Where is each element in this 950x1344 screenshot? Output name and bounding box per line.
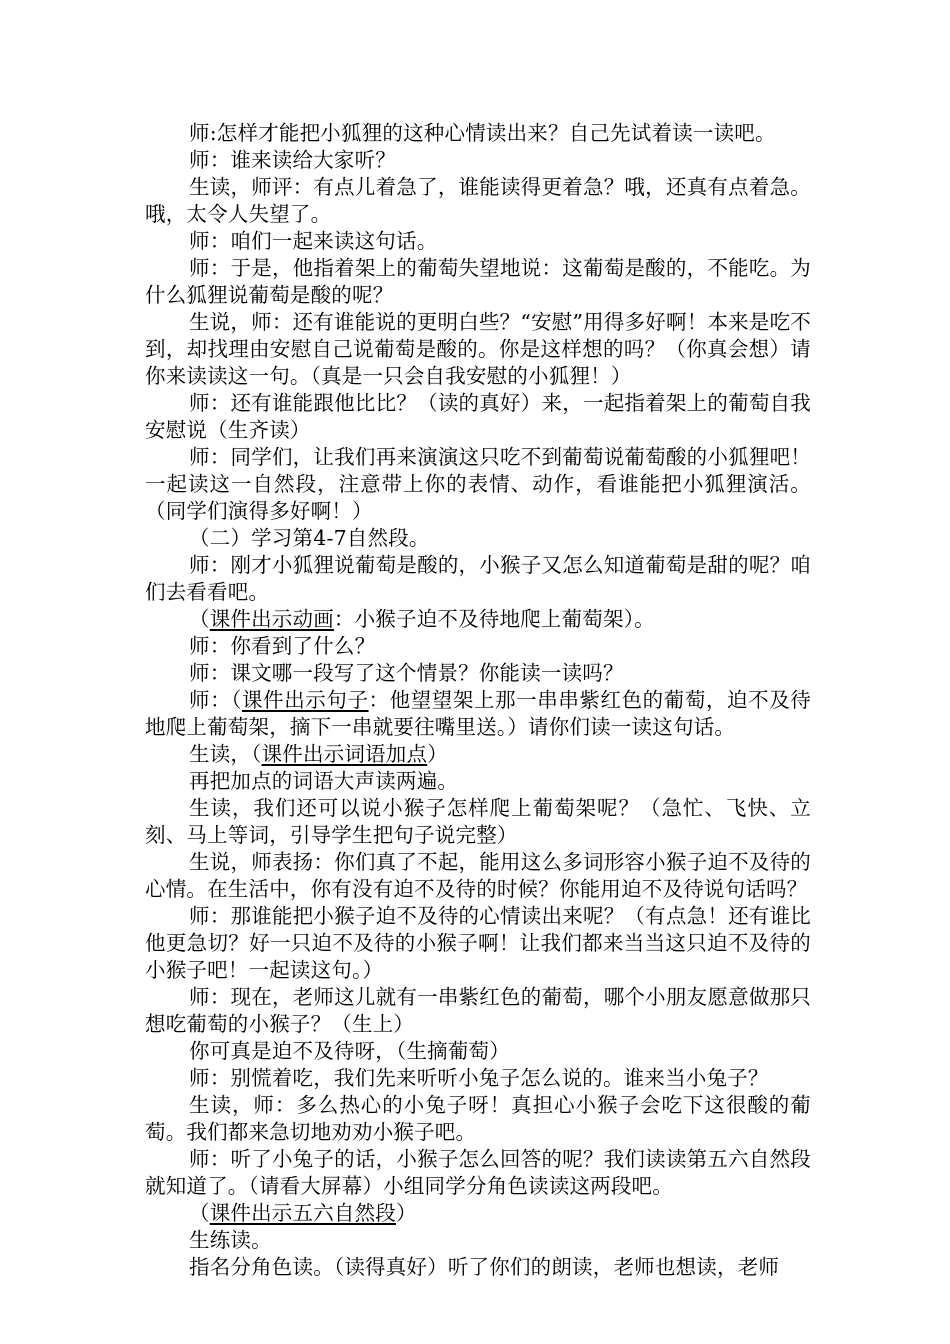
underlined-cue: 课件出示五六自然段 — [209, 1201, 397, 1225]
paragraph — [145, 903, 811, 984]
paragraph — [145, 1038, 811, 1065]
paragraph-text: 师：还有谁能跟他比比？（读的真好）来，一起指着架上的葡萄自我安慰说（生齐读） — [145, 391, 811, 442]
paragraph-text: 生练读。 — [189, 1228, 272, 1252]
paragraph — [145, 768, 811, 795]
paragraph-text: 生读，（ — [189, 742, 262, 766]
paragraph — [145, 1254, 811, 1281]
underlined-cue: 课件出示动画 — [209, 607, 334, 631]
paragraph-text: 师：听了小兔子的话，小猴子怎么回答的呢？我们读读第五六自然段就知道了。（请看大屏幕）小组同学分角色读读这两段吧。 — [145, 1147, 811, 1198]
paragraph-text: 师：课文哪一段写了这个情景？你能读一读吗？ — [189, 661, 624, 685]
paragraph-text: （ — [189, 607, 210, 631]
paragraph — [145, 525, 811, 552]
paragraph-text: （二）学习第4-7自然段。 — [189, 526, 430, 550]
paragraph — [145, 660, 811, 687]
paragraph-text: 师：你看到了什么？ — [189, 634, 376, 658]
paragraph — [145, 741, 811, 768]
paragraph — [145, 444, 811, 525]
paragraph-text: 师:怎样才能把小狐狸的这种心情读出来？自己先试着读一读吧。 — [189, 121, 776, 145]
underlined-cue: 课件出示词语加点 — [261, 742, 428, 766]
paragraph-text: ） — [427, 742, 448, 766]
paragraph — [145, 1200, 811, 1227]
paragraph-text: 师：于是，他指着架上的葡萄失望地说：这葡萄是酸的，不能吃。为什么狐狸说葡萄是酸的呢？ — [145, 256, 811, 307]
paragraph — [145, 309, 811, 390]
paragraph — [145, 1092, 811, 1146]
paragraph — [145, 795, 811, 849]
paragraph — [145, 174, 811, 228]
paragraph — [145, 633, 811, 660]
paragraph — [145, 120, 811, 147]
paragraph — [145, 228, 811, 255]
paragraph-text: 师：刚才小狐狸说葡萄是酸的，小猴子又怎么知道葡萄是甜的呢？咱们去看看吧。 — [145, 553, 811, 604]
paragraph-text: 师：那谁能把小猴子迫不及待的心情读出来呢？（有点急！还有谁比他更急切？好一只迫不及待的小猴子啊！让我们都来当当这只迫不及待的小猴子吧！一起读这句。） — [145, 904, 811, 982]
paragraph — [145, 552, 811, 606]
paragraph-text: 师：咱们一起来读这句话。 — [189, 229, 438, 253]
paragraph-text: 师：现在，老师这儿就有一串紫红色的葡萄，哪个小朋友愿意做那只想吃葡萄的小猴子？（生上） — [145, 985, 811, 1036]
paragraph — [145, 849, 811, 903]
paragraph-text: 生读，师评：有点儿着急了，谁能读得更着急？哦，还真有点着急。哦，太令人失望了。 — [145, 175, 811, 226]
paragraph-text: 师：同学们，让我们再来演演这只吃不到葡萄说葡萄酸的小狐狸吧！一起读这一自然段，注意带上你的表情、动作，看谁能把小狐狸演活。 （同学们演得多好啊！） — [145, 445, 811, 523]
paragraph-text: 师：别慌着吃，我们先来听听小兔子怎么说的。谁来当小兔子？ — [189, 1066, 769, 1090]
paragraph-text: 生读，师：多么热心的小兔子呀！真担心小猴子会吃下这很酸的葡萄。我们都来急切地劝劝小猴子吧。 — [145, 1093, 811, 1144]
lesson-transcript — [0, 120, 950, 1281]
paragraph — [145, 390, 811, 444]
paragraph-text: 生说，师：还有谁能说的更明白些？“安慰”用得多好啊！本来是吃不到，却找理由安慰自己说葡萄是酸的。你是这样想的吗？（你真会想）请你来读读这一句。（真是一只会自我安慰的小狐狸！） — [145, 310, 811, 388]
paragraph-text: 生说，师表扬：你们真了不起，能用这么多词形容小猴子迫不及待的心情。在生活中，你有没有迫不及待的时候？你能用迫不及待说句话吗？ — [145, 850, 811, 901]
paragraph — [145, 147, 811, 174]
paragraph-text: 师：谁来读给大家听？ — [189, 148, 396, 172]
paragraph — [145, 1146, 811, 1200]
paragraph — [145, 687, 811, 741]
paragraph-text: 你可真是迫不及待呀，（生摘葡萄） — [189, 1039, 510, 1063]
paragraph — [145, 984, 811, 1038]
paragraph — [145, 606, 811, 633]
paragraph — [145, 1065, 811, 1092]
paragraph-text: ） — [396, 1201, 417, 1225]
paragraph — [145, 255, 811, 309]
paragraph-text: （ — [189, 1201, 210, 1225]
paragraph — [145, 1227, 811, 1254]
paragraph-text: ：他望望架上那一串串紫红色的葡萄，迫不及待地爬上葡萄架，摘下一串就要往嘴里送。）请你们读一读这句话。 — [145, 688, 811, 739]
underlined-cue: 课件出示句子 — [242, 688, 369, 712]
paragraph-text: ：小猴子迫不及待地爬上葡萄架）。 — [333, 607, 655, 631]
paragraph-text: 再把加点的词语大声读两遍。 — [189, 769, 459, 793]
paragraph-text: 师：（ — [189, 688, 243, 712]
paragraph-text: 指名分角色读。（读得真好）听了你们的朗读，老师也想读，老师 — [189, 1255, 780, 1279]
paragraph-text: 生读，我们还可以说小猴子怎样爬上葡萄架呢？（急忙、飞快、立刻、马上等词，引导学生把句子说完整） — [145, 796, 811, 847]
